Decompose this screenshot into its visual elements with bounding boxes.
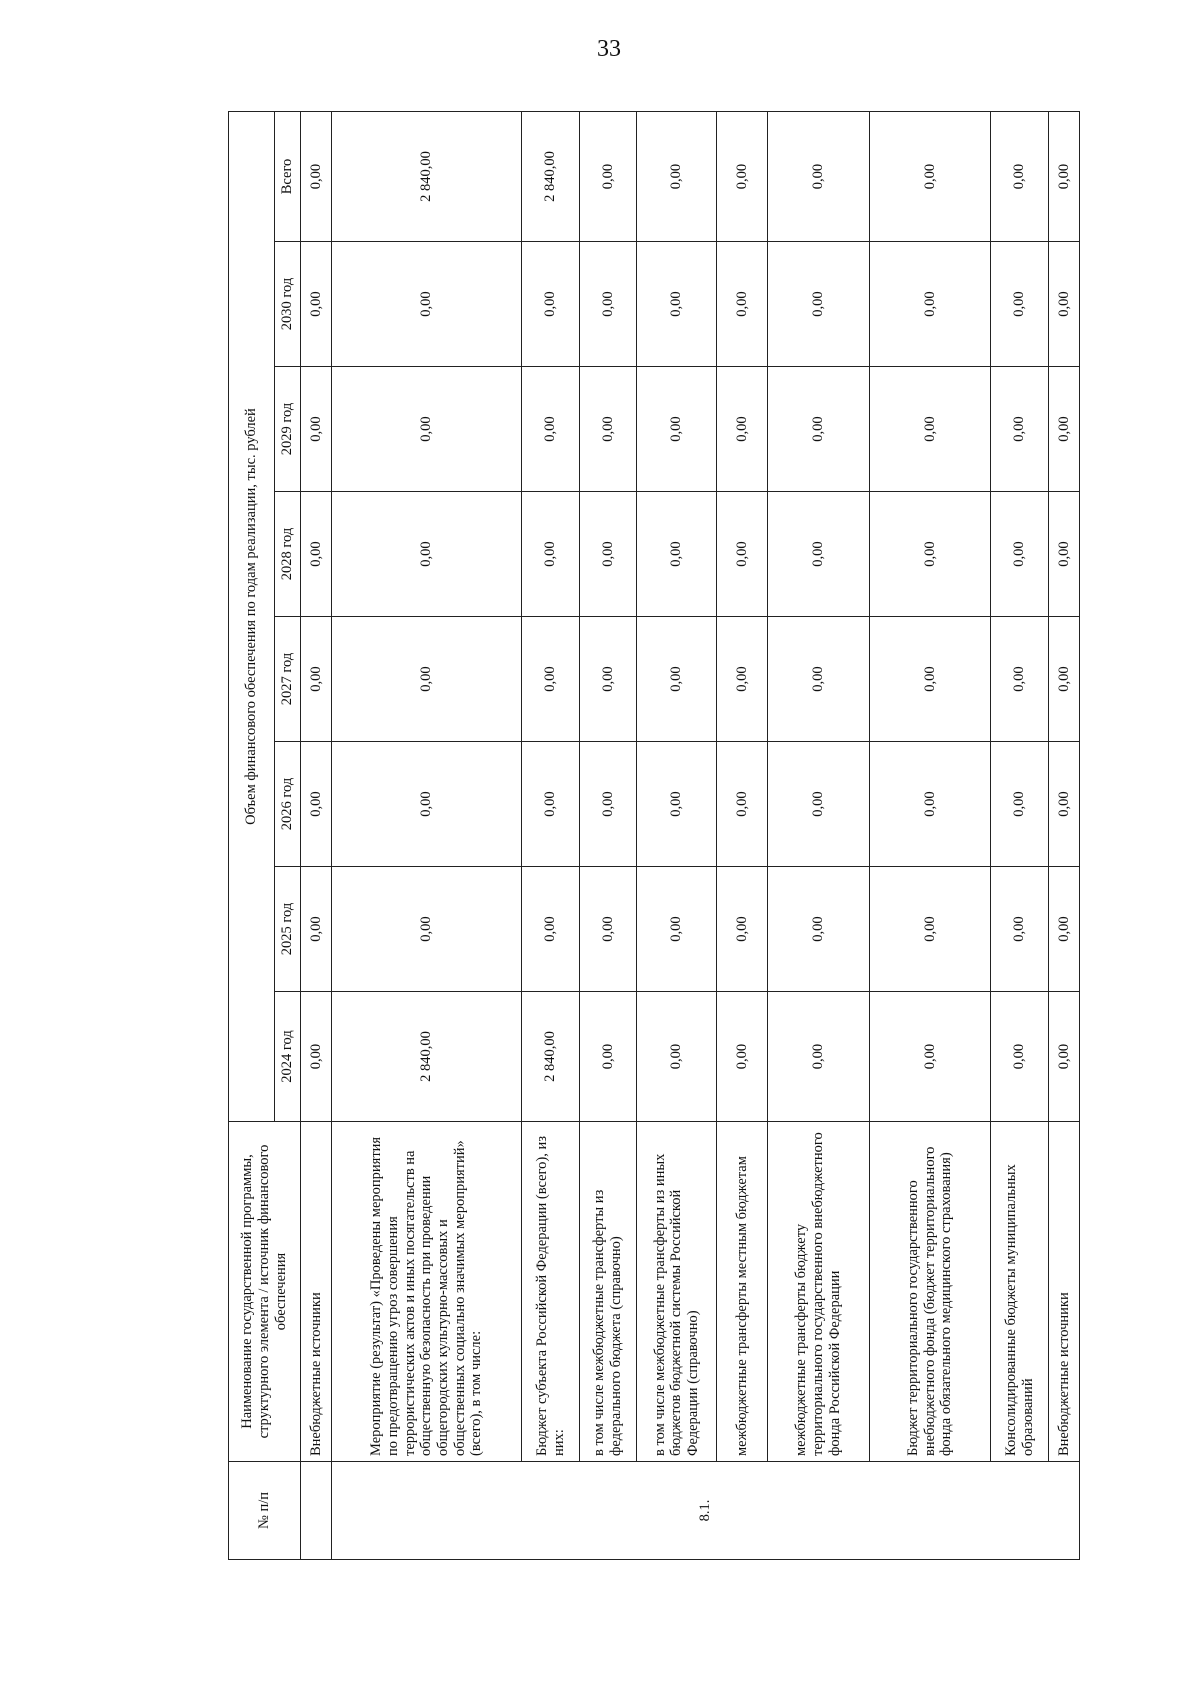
header-total: Всего <box>275 111 301 241</box>
row-value: 0,00 <box>637 992 717 1122</box>
row-value: 0,00 <box>301 992 332 1122</box>
row-value: 0,00 <box>637 367 717 492</box>
row-total: 0,00 <box>579 111 637 241</box>
row-name: Внебюджетные источники <box>1048 1122 1079 1462</box>
row-total: 0,00 <box>301 111 332 241</box>
row-name: в том числе межбюджетные трансферты из иных бюджетов бюджетной системы Российской Федерации (справочно) <box>637 1122 717 1462</box>
row-name: Внебюджетные источники <box>301 1122 332 1462</box>
row-number: 8.1. <box>331 1462 1079 1560</box>
row-name: межбюджетные трансферты местным бюджетам <box>717 1122 768 1462</box>
row-value: 0,00 <box>717 617 768 742</box>
row-value: 0,00 <box>991 742 1049 867</box>
row-name: в том числе межбюджетные трансферты из федерального бюджета (справочно) <box>579 1122 637 1462</box>
row-value: 0,00 <box>301 367 332 492</box>
header-row-1 <box>229 111 275 1559</box>
row-value: 0,00 <box>869 867 991 992</box>
header-year: 2028 год <box>275 492 301 617</box>
row-value: 0,00 <box>1048 617 1079 742</box>
row-name: Мероприятие (результат) «Проведены мероприятия по предотвращению угроз совершения террористических актов и иных посягательств на общественную безопасность при проведении общегородских культурно-массовых и общественных социально значимых мероприятий» (всего), в том числе: <box>331 1122 521 1462</box>
row-value: 0,00 <box>1048 742 1079 867</box>
row-value: 0,00 <box>522 742 580 867</box>
table-row <box>717 111 768 1559</box>
row-value: 0,00 <box>991 242 1049 367</box>
table-row <box>767 111 869 1559</box>
header-number: № п/п <box>229 1462 301 1560</box>
row-name: межбюджетные трансферты бюджету территориального государственного внебюджетного фонда Российской Федерации <box>767 1122 869 1462</box>
row-value: 0,00 <box>869 367 991 492</box>
row-value: 0,00 <box>869 617 991 742</box>
row-value: 0,00 <box>301 867 332 992</box>
header-year: 2027 год <box>275 617 301 742</box>
row-value: 0,00 <box>869 242 991 367</box>
header-year: 2024 год <box>275 992 301 1122</box>
page-number: 33 <box>597 36 621 62</box>
row-total: 0,00 <box>717 111 768 241</box>
row-value: 0,00 <box>579 992 637 1122</box>
row-value: 0,00 <box>522 492 580 617</box>
row-number <box>301 1462 332 1560</box>
row-value: 0,00 <box>637 617 717 742</box>
row-value: 0,00 <box>767 867 869 992</box>
row-value: 0,00 <box>717 867 768 992</box>
table-row <box>522 111 580 1559</box>
row-value: 0,00 <box>1048 367 1079 492</box>
header-year: 2029 год <box>275 367 301 492</box>
row-total: 0,00 <box>869 111 991 241</box>
table-row <box>991 111 1049 1559</box>
row-value: 0,00 <box>991 867 1049 992</box>
row-value: 0,00 <box>991 492 1049 617</box>
row-value: 0,00 <box>301 617 332 742</box>
row-total: 2 840,00 <box>331 111 521 241</box>
row-value: 0,00 <box>522 242 580 367</box>
row-value: 0,00 <box>579 367 637 492</box>
row-value: 0,00 <box>767 242 869 367</box>
row-total: 0,00 <box>767 111 869 241</box>
rotated-table-wrapper <box>228 112 1080 1560</box>
table-row <box>1048 111 1079 1559</box>
row-value: 0,00 <box>767 367 869 492</box>
row-total: 0,00 <box>991 111 1049 241</box>
row-value: 0,00 <box>869 992 991 1122</box>
row-value: 0,00 <box>717 992 768 1122</box>
row-value: 0,00 <box>522 867 580 992</box>
row-value: 0,00 <box>301 242 332 367</box>
row-value: 0,00 <box>767 992 869 1122</box>
row-value: 0,00 <box>1048 992 1079 1122</box>
row-value: 0,00 <box>717 367 768 492</box>
row-value: 0,00 <box>579 617 637 742</box>
row-value: 0,00 <box>1048 492 1079 617</box>
row-value: 0,00 <box>637 867 717 992</box>
row-value: 0,00 <box>579 867 637 992</box>
header-year: 2026 год <box>275 742 301 867</box>
table-row <box>869 111 991 1559</box>
row-value: 0,00 <box>579 242 637 367</box>
row-value: 0,00 <box>331 367 521 492</box>
table-row <box>331 111 521 1559</box>
row-value: 0,00 <box>991 617 1049 742</box>
row-value: 0,00 <box>522 367 580 492</box>
row-value: 0,00 <box>301 742 332 867</box>
header-volume: Объем финансового обеспечения по годам реализации, тыс. рублей <box>229 111 275 1121</box>
row-value: 0,00 <box>1048 867 1079 992</box>
row-value: 0,00 <box>991 992 1049 1122</box>
row-value: 2 840,00 <box>331 992 521 1122</box>
table-row <box>579 111 637 1559</box>
row-value: 0,00 <box>717 492 768 617</box>
row-value: 0,00 <box>637 742 717 867</box>
row-value: 0,00 <box>717 742 768 867</box>
row-name: Консолидированные бюджеты муниципальных образований <box>991 1122 1049 1462</box>
row-value: 0,00 <box>767 492 869 617</box>
header-year: 2030 год <box>275 242 301 367</box>
row-value: 0,00 <box>331 492 521 617</box>
row-value: 0,00 <box>331 742 521 867</box>
row-value: 0,00 <box>1048 242 1079 367</box>
row-value: 0,00 <box>579 742 637 867</box>
header-year: 2025 год <box>275 867 301 992</box>
row-value: 0,00 <box>767 742 869 867</box>
row-value: 0,00 <box>637 492 717 617</box>
row-value: 0,00 <box>991 367 1049 492</box>
row-name: Бюджет территориального государственного внебюджетного фонда (бюджет территориального фонда обязательного медицинского страхования) <box>869 1122 991 1462</box>
header-name: Наименование государственной программы, структурного элемента / источник финансового обеспечения <box>229 1122 301 1462</box>
row-value: 0,00 <box>331 867 521 992</box>
row-value: 0,00 <box>522 617 580 742</box>
table-row <box>301 111 332 1559</box>
row-value: 0,00 <box>767 617 869 742</box>
row-total: 0,00 <box>637 111 717 241</box>
row-total: 2 840,00 <box>522 111 580 241</box>
table-row <box>637 111 717 1559</box>
row-value: 0,00 <box>717 242 768 367</box>
row-total: 0,00 <box>1048 111 1079 241</box>
row-value: 2 840,00 <box>522 992 580 1122</box>
row-value: 0,00 <box>331 242 521 367</box>
row-value: 0,00 <box>869 492 991 617</box>
financing-table <box>228 111 1080 1560</box>
row-value: 0,00 <box>579 492 637 617</box>
row-value: 0,00 <box>331 617 521 742</box>
row-name: Бюджет субъекта Российской Федерации (всего), из них: <box>522 1122 580 1462</box>
row-value: 0,00 <box>869 742 991 867</box>
row-value: 0,00 <box>637 242 717 367</box>
row-value: 0,00 <box>301 492 332 617</box>
